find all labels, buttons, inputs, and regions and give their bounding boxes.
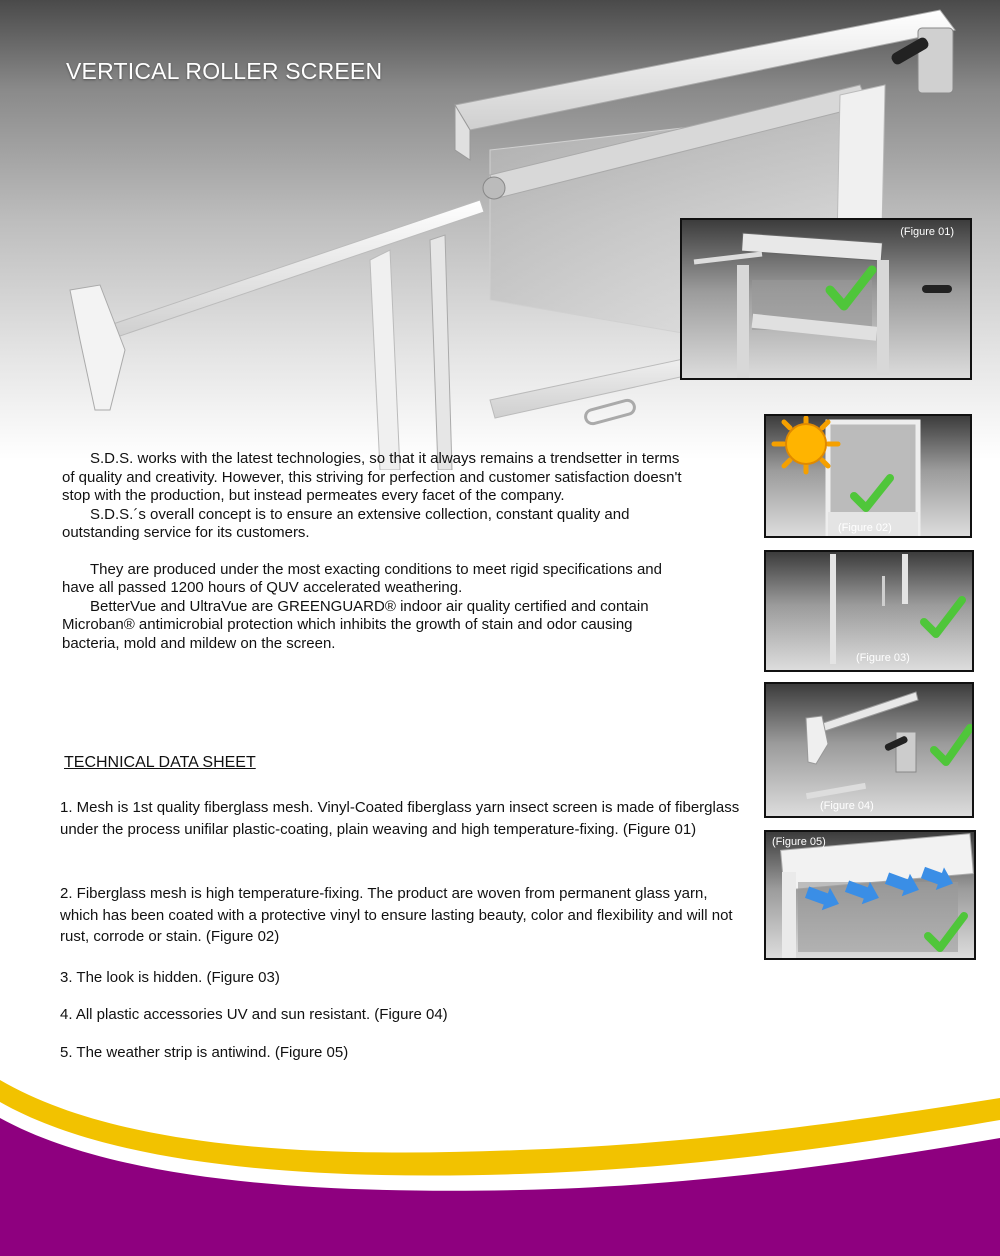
intro-text xyxy=(62,450,682,653)
figure-03 xyxy=(764,550,974,672)
figure-label: (Figure 01) xyxy=(900,226,954,238)
figure-05 xyxy=(764,830,976,960)
intro-paragraph: They are produced under the most exacting conditions to meet rigid specifications and have all passed 1200 hours of QUV accelerated weathering. xyxy=(62,560,662,596)
check-mark-icon xyxy=(924,600,962,634)
figure-label: (Figure 02) xyxy=(838,522,892,534)
page-title: VERTICAL ROLLER SCREEN xyxy=(66,58,383,84)
technical-item: 4. All plastic accessories UV and sun resistant. (Figure 04) xyxy=(60,1006,448,1023)
figure-label: (Figure 05) xyxy=(772,836,826,848)
figure-02 xyxy=(764,414,972,538)
intro-paragraph: S.D.S. works with the latest technologies, so that it always remains a trendsetter in terms of quality and creativity. However, this striving for perfection and customer satisfaction doesn't stop with the production, but instead permeates every facet of the company. xyxy=(62,450,682,504)
technical-item: 5. The weather strip is antiwind. (Figure 05) xyxy=(60,1044,349,1061)
intro-paragraph: S.D.S.´s overall concept is to ensure an extensive collection, constant quality and outstanding service for its customers. xyxy=(62,505,630,541)
technical-item: 2. Fiberglass mesh is high temperature-fixing. The product are woven from permanent glass yarn, which has been coated with a protective vinyl to ensure lasting beauty, color and flexibility and will not rust, corrode or stain. (Figure 02) xyxy=(60,885,733,945)
figure-04 xyxy=(764,682,974,818)
technical-data-heading: TECHNICAL DATA SHEET xyxy=(64,754,256,771)
footer-swoosh xyxy=(0,1040,1000,1256)
figure-01 xyxy=(680,218,972,380)
technical-item: 3. The look is hidden. (Figure 03) xyxy=(60,969,280,986)
figure-label: (Figure 04) xyxy=(820,800,874,812)
intro-paragraph: BetterVue and UltraVue are GREENGUARD® indoor air quality certified and contain Microban® antimicrobial protection which inhibits the growth of stain and odor causing bacteria, mold and mildew on the screen. xyxy=(62,597,649,652)
check-mark-icon xyxy=(934,728,970,762)
figure-label: (Figure 03) xyxy=(856,652,910,664)
technical-item: 1. Mesh is 1st quality fiberglass mesh. Vinyl-Coated fiberglass yarn insect screen is made of fiberglass under the process unifilar plastic-coating, plain weaving and high temperature-fixing. (Figure 01) xyxy=(60,799,740,838)
